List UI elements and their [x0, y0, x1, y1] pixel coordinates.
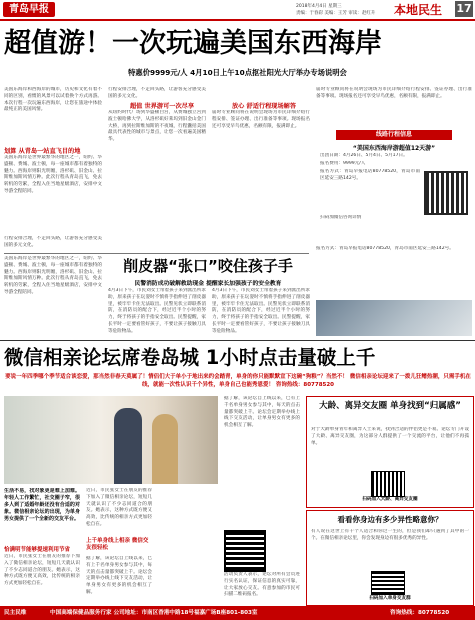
info-title: “美国东西海岸游超值12天游” [352, 145, 436, 152]
info-header-text: 线路行程信息 [375, 131, 412, 138]
right-middle-photo [316, 300, 472, 336]
qr-code-bottom-icon [224, 530, 266, 572]
bottom-col2-sub: 上千单身线上相亲 微信交友很轻松 [86, 538, 149, 551]
photo-figure-left [114, 408, 142, 484]
section1-body: 美国东海岸是世界最繁华的地区之一，纽约、华盛顿、费城、波士顿，每一座城市都有着独特的魅力。西海岸则阳光明媚，洛杉矶、旧金山、拉斯维加斯风情万种。此次行程从青岛直飞，免去转机的劳累，全程入住当地星级酒店，安排中文导游全程陪同。 [4, 155, 102, 194]
right-body-2: 有人说在这世上有千个人适合和你过一生的，但是我们却只遇到了其中的一个。在微信相亲论坛里，你会发现身边有很多优秀的异性。 [311, 529, 469, 541]
qr-code-right-2-icon [371, 571, 405, 595]
sub-headline: 特惠价9999元/人 4月10日上午10点抠社阳光大厅举办专场说明会 [128, 68, 347, 77]
info-header [336, 130, 452, 140]
bottom-center-body: 据了解，该论坛自上线以来，已有上千名单身男女参与其中，每天的点击量都突破上千。论坛会定期举办线上线下交友活动，让单身男女有更多的机会相互了解。 [224, 396, 300, 429]
photo-figure-right [152, 414, 178, 484]
info-intro: 届时专业顾问将在说明会现场为市民详细介绍行程安排、签证办理、出行准备等事项。现场报名还可享受早鸟优惠，名额有限，报满即止。 [316, 87, 472, 99]
newspaper-logo [3, 2, 55, 17]
section1-body2: 行程安排合理，不走回头路，让游客充分感受美国的多元文化。 [4, 236, 102, 248]
right-qr-caption-1: 扫码加入大龄、离异交友圈 [362, 497, 418, 502]
footer-left: 民主民维 [4, 610, 27, 616]
bottom-col2-body: 近日，市民张女士在朋友的推荐下加入了微信相亲论坛，短短几天就认识了不少志同道合的朋友。她表示，这种方式既方便又高效，比传统的相亲方式更加轻松自在。 [86, 488, 152, 527]
bottom-section-rule [0, 340, 475, 341]
right-lower-box-1 [306, 396, 474, 508]
divider-1 [4, 253, 309, 254]
right-middle-text: 报名方式：青岛早报电话80778520，青岛市南区延安三路142号。 [316, 246, 454, 251]
info-price: 报名费用：9999元/人 [320, 161, 366, 166]
couple-photo [4, 396, 218, 484]
masthead [0, 0, 475, 19]
section-title: 本地民生 [394, 3, 443, 17]
masthead-rule [0, 19, 475, 21]
logo-text: 青岛早报 [9, 4, 49, 15]
right-headline-2: 看看你身边有多少异性略意你？ [337, 515, 443, 524]
main-headline: 超值游！一次玩遍美国东西海岸 [4, 28, 382, 59]
section3-title: 放心 舒适行程现场解答 [232, 103, 297, 110]
bottom-col1-body2: 近日，市民张女士在朋友的推荐下加入了微信相亲论坛，短短几天就认识了不少志同道合的朋友。她表示，这种方式既方便又高效，比传统的相亲方式更加轻松自在。 [4, 554, 80, 587]
bottom-col2-body2: 据了解，该论坛自上线以来，已有上千名单身男女参与其中，每天的点击量都突破上千。论坛会定期举办线上线下交友活动，让单身男女有更多的机会相互了解。 [86, 556, 152, 595]
date-line: 2018年4月4日 星期三 [296, 4, 342, 9]
qr-code-right-1-icon [371, 471, 405, 497]
qr-code-icon [424, 171, 468, 215]
section1-title: 划算 从青岛一站直飞目的地 [4, 148, 81, 155]
section2-body: 从纽约时代广场到华盛顿白宫，从费城独立宫到波士顿哈佛大学，从洛杉矶好莱坞到旧金山金门大桥，再到拉斯维加斯的不夜城，行程囊括美国最具代表性的城市与景点，让您一次看遍美国精华。 [108, 110, 206, 143]
bottom-col1-sub: 恰满明节能够提速利用节省 [4, 547, 71, 553]
bottom-intro: 要说一年四季哪个季节适合谈恋爱，那当然非春天莫属了！情侣们大于单小于地出来约会踏青，单身的你只能默默宣下这碗“狗粮”？当然不！ 微信相亲论坛迎来了一拨儿狂鳍热潮，只需手机在线，就能一次性认识千个异性，单身自己也能秀恩爱！ 咨询热线：80778520 [5, 374, 471, 388]
right-body-1: 对于大龄单身青年和离异人士来说，找到合适的伴侣更是不易。论坛专门开设了大龄、离异交友圈，为这部分人群提供了一个交流的平台，让他们不再孤单。 [311, 427, 469, 446]
footer-bar [0, 606, 475, 620]
page-number [455, 1, 473, 17]
bottom-col1-body: 生活不易，找对象更是难上加难。年轻人工作繁忙，社交圈子窄，很多人到了适婚年龄还没有合适的对象。微信相亲论坛的出现，为单身男女提供了一个全新的交友平台。 [4, 488, 80, 522]
bottom-headline: 微信相亲论坛席卷岛城 1小时点击量破上千 [4, 346, 376, 369]
info-hotline: 报名方式：青岛早报电话80778520，青岛市南区延安三路142号。 [320, 169, 420, 181]
intro-paragraph: 美国东海岸和西海岸的城市，历史和文化有着不同的区别，看惯的风景可以试着换个方式再游。本次行程一次玩遍东西海岸，让您在旅途中体验最纯正的美国风情。 [4, 87, 102, 113]
middle-headline: 削皮器“张口”咬住孩子手 [123, 257, 293, 275]
info-date: 出团日期：4月26日、5月4日、5月17日。 [320, 153, 408, 158]
bottom-center-caption: 活动负责人表示，论坛对所有会员进行实名认证，保证信息的真实可靠，让大家放心交友。有意参加的市民可扫描二维码报名。 [224, 572, 300, 598]
middle-subhead: 民警消防成功破解救助现金 提醒家长加强孩子的安全教育 [134, 281, 282, 287]
footer-right: 咨询热线：80778520 [390, 610, 450, 616]
middle-body-2: 4月3日下午，市民刘女士带着孩子来到派出所求助，原来孩子在玩耍时不慎将手指伸进了削皮器里，被牢牢卡住无法取出。民警见状立即联系消防，在消防员的配合下，经过近半个小时的努力，终于将孩子的手指安全取出。民警提醒，家长平时一定要看管好孩子，不要让孩子接触刀具等危险物品。 [212, 288, 310, 334]
middle-body-1: 4月3日下午，市民刘女士带着孩子来到派出所求助，原来孩子在玩耍时不慎将手指伸进了削皮器里，被牢牢卡住无法取出。民警见状立即联系消防，在消防员的配合下，经过近半个小时的努力，终于将孩子的手指安全取出。民警提醒，家长平时一定要看管好孩子，不要让孩子接触刀具等危险物品。 [108, 288, 206, 334]
middle-intro: 行程安排合理，不走回头路，让游客充分感受美国的多元文化。 [108, 87, 206, 99]
left-col-continue: 美国东海岸是世界最繁华的地区之一，纽约、华盛顿、费城、波士顿，每一座城市都有着独特的魅力。西海岸则阳光明媚，洛杉矶、旧金山、拉斯维加斯风情万种。此次行程从青岛直飞，免去转机的劳累，全程入住当地星级酒店，安排中文导游全程陪同。 [4, 256, 102, 295]
right-lower-box-2 [306, 510, 474, 606]
editor-line: 责编：于春彩 美编：王芳 审读：赵红升 [296, 11, 376, 16]
right-qr-caption-2: 扫码加入单身交友群 [369, 596, 411, 601]
info-box [316, 87, 472, 239]
section2-title: 超值 世界游可一次尽享 [130, 103, 195, 110]
page-number-text: 17 [456, 2, 472, 15]
right-headline-1: 大龄、离异交友圈 单身找到“归属感” [319, 401, 461, 411]
info-wechat: 扫码加微信咨询详情 [320, 215, 362, 220]
footer-center: 中国高端保健品服务行家 公司地址：市南区香港中路18号福嘉广场B座801-803室 [50, 610, 258, 616]
section3-body: 届时专业顾问将在说明会现场为市民详细介绍行程安排、签证办理、出行准备等事项。现场报名还可享受早鸟优惠，名额有限，报满即止。 [212, 110, 310, 129]
